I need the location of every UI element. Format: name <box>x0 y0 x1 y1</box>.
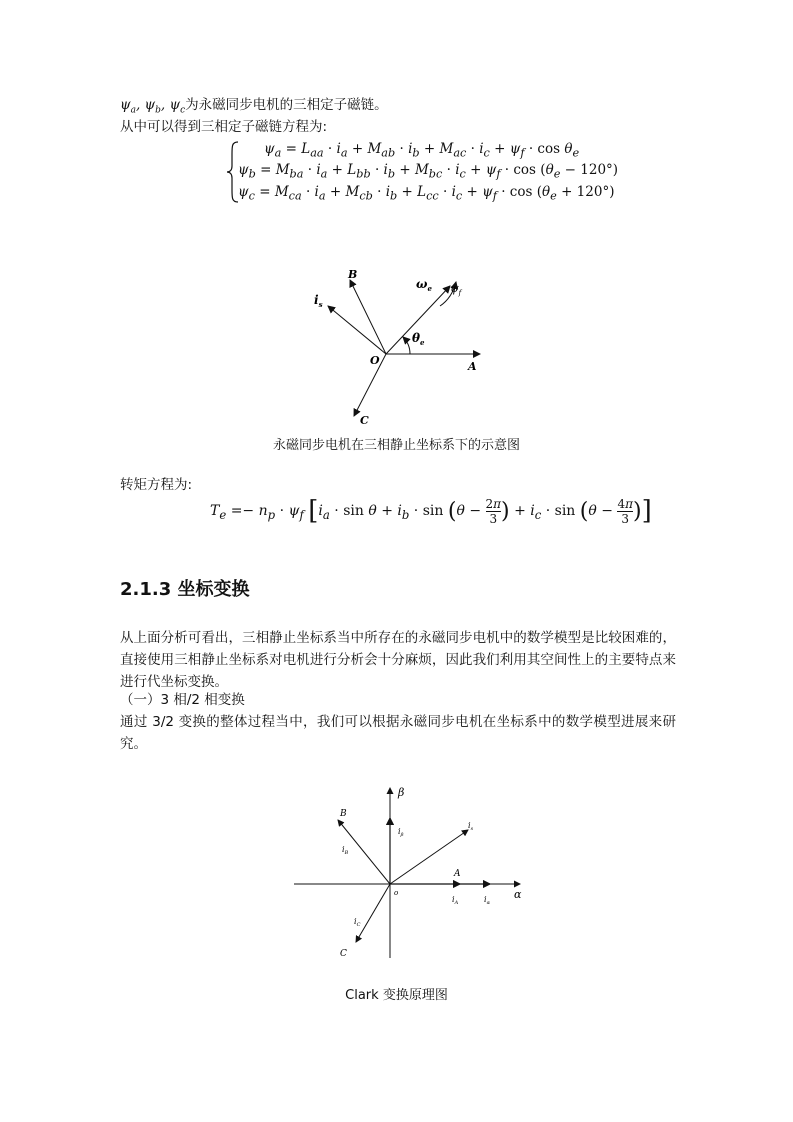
label-C: C <box>360 414 369 427</box>
axis-B <box>350 280 386 354</box>
flux-symbols: $\psi_a$, $\psi_b$, $\psi_c$ <box>120 97 186 116</box>
torque-intro: 转矩方程为: <box>120 477 193 493</box>
label-B: B <box>348 268 358 281</box>
torque-equation: $T_e =- n_p \cdot \psi_f$ [$i_a \cdot \sin \theta + i_b \cdot \sin (\theta$ − $\frac{2\pi}{3}$ ) + $i_c \cdot \sin (\theta$ − $\frac{4\pi}{3}$ )] <box>210 496 652 526</box>
label-is: $i_s$ <box>314 293 323 309</box>
paragraph-1: 从上面分析可看出，三相静止坐标系当中所存在的永磁同步电机中的数学模型是比较困难的，直接使用三相静止坐标系对电机进行分析会十分麻烦，因此我们利用其空间性上的主要特点来进行代坐标变换。 <box>120 630 676 690</box>
label-iA: $i_A$ <box>452 895 459 906</box>
flux-equation-b: $\psi_b = M_{ba} \cdot i_a + L_{bb} \cdot i_b + M_{bc} \cdot i_c + \psi_f \cdot \cos (\theta_e - 120^\circ)$ <box>238 162 619 181</box>
label-iB: $i_B$ <box>342 845 349 856</box>
subheading: （一）3 相/2 相变换 <box>120 692 245 708</box>
label-beta: β <box>398 786 405 799</box>
label-ibeta: $i_\beta$ <box>398 827 404 838</box>
label-iC: $i_C$ <box>354 917 361 928</box>
flux-equation-a: $\psi_a = L_{aa} \cdot i_a + M_{ab} \cdot i_b + M_{ac} \cdot i_c + \psi_f \cdot \cos \theta_e$ <box>264 141 580 160</box>
intro-line-1-text: 为永磁同步电机的三相定子磁链。 <box>185 97 388 113</box>
section-heading <box>120 575 250 601</box>
label-theta: $\theta_e$ <box>412 331 425 347</box>
label-A: A <box>454 869 461 879</box>
paragraph-2: 通过 3/2 变换的整体过程当中，我们可以根据永磁同步电机在坐标系中的数学模型进展来研究。 <box>120 714 676 752</box>
label-is: $i_s$ <box>468 821 474 832</box>
section-number: 2.1.3 <box>120 579 172 600</box>
vector-C <box>356 884 390 942</box>
flux-equation-c: $\psi_c = M_{ca} \cdot i_a + M_{cb} \cdot i_b + L_{cc} \cdot i_c + \psi_f \cdot \cos (\theta_e + 120^\circ)$ <box>238 184 615 203</box>
label-alpha: α <box>514 888 522 901</box>
label-B: B <box>340 809 347 819</box>
label-ialpha: $i_\alpha$ <box>484 895 490 906</box>
section-title: 坐标变换 <box>177 579 250 600</box>
clark-diagram <box>290 782 530 966</box>
label-origin: o <box>394 889 399 897</box>
vector-is <box>328 306 386 354</box>
label-O: O <box>370 354 380 367</box>
figure2-caption: Clark 变换原理图 <box>345 988 448 1003</box>
label-psi: $\psi_f$ <box>450 282 462 297</box>
figure1-caption: 永磁同步电机在三相静止坐标系下的示意图 <box>272 438 520 453</box>
label-omega: $\omega_e$ <box>416 277 432 293</box>
intro-line-2: 从中可以得到三相定子磁链方程为: <box>120 119 328 135</box>
theta-arc <box>403 337 410 354</box>
three-phase-diagram <box>300 262 500 432</box>
label-C: C <box>340 949 347 959</box>
label-A: A <box>468 360 477 373</box>
